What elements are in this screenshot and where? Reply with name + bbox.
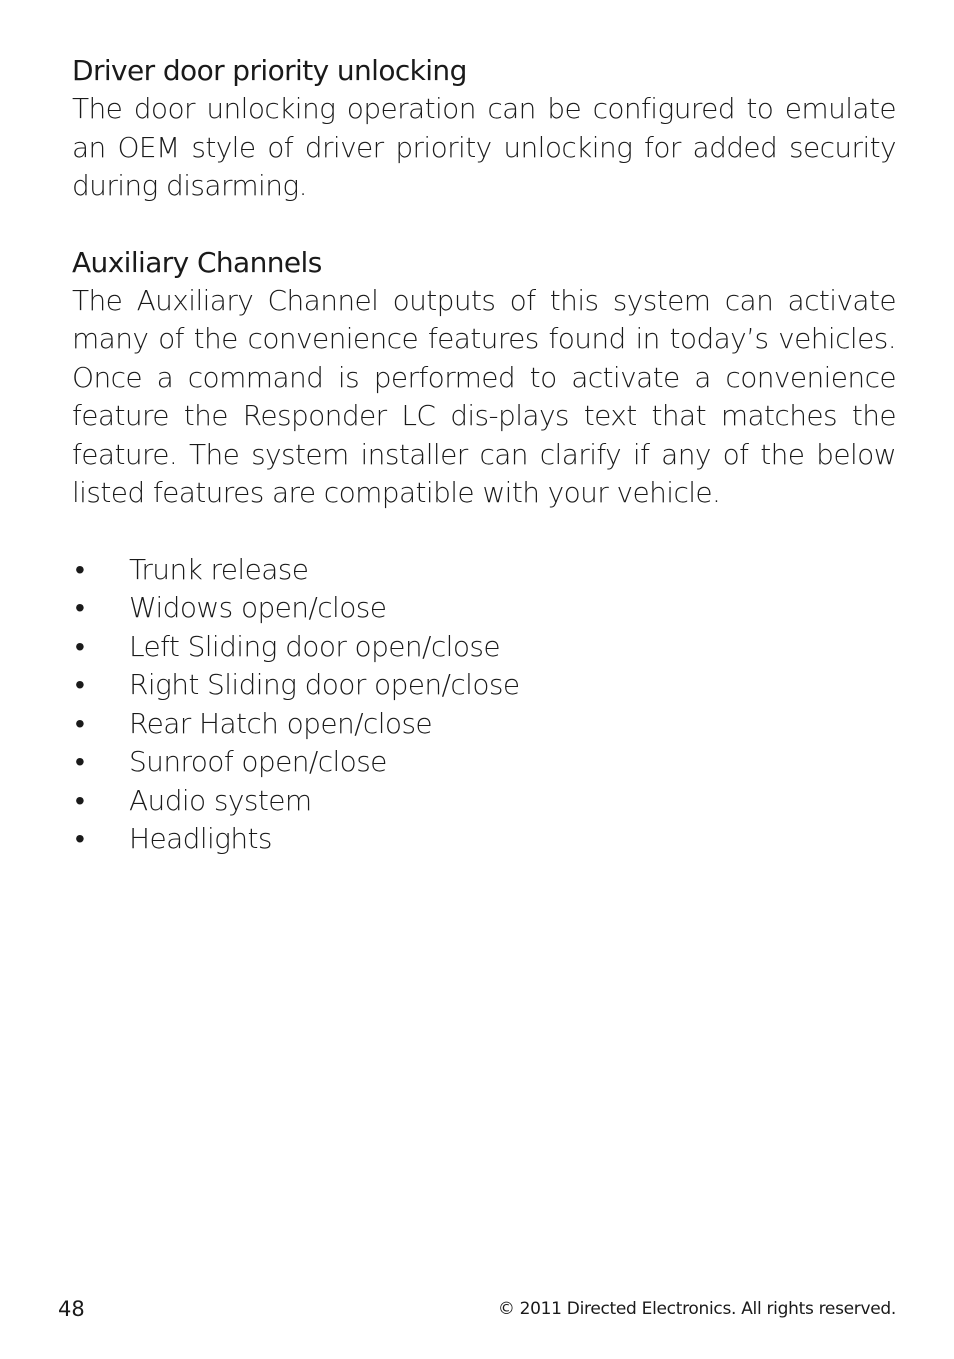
- section-heading: Driver door priority unlocking: [72, 54, 467, 87]
- bullet-icon: •: [75, 552, 85, 586]
- list-item: [72, 782, 896, 821]
- bullet-icon: •: [75, 629, 85, 663]
- section-auxiliary-channels: [72, 244, 896, 513]
- list-item: [72, 705, 896, 744]
- list-item-label: Sunroof open/close: [129, 745, 387, 778]
- list-item: [72, 628, 896, 667]
- list-item-label: Headlights: [129, 822, 272, 855]
- bullet-icon: •: [75, 706, 85, 740]
- list-item-label: Widows open/close: [129, 591, 387, 624]
- page-number: 48: [58, 1297, 85, 1321]
- list-item-label: Left Sliding door open/close: [129, 629, 500, 663]
- bullet-icon: •: [75, 591, 85, 624]
- list-item-label: Trunk release: [129, 552, 309, 586]
- manual-page: [72, 52, 896, 859]
- section-body: The Auxiliary Channel outputs of this system can activate many of the convenience features found in today’s vehicles. Once a command is performed to activate a convenience feature the Responder LC dis-plays text that matches the feature. The system installer can clarify if any of the below listed features are compatible with your vehicle.: [72, 283, 896, 509]
- page-footer: [58, 1294, 896, 1324]
- list-item: [72, 743, 896, 782]
- list-item: [72, 666, 896, 705]
- copyright-notice: © 2011 Directed Electronics. All rights reserved.: [497, 1299, 896, 1319]
- list-item-label: Audio system: [129, 783, 312, 817]
- list-item-label: Right Sliding door open/close: [129, 668, 520, 701]
- bullet-icon: •: [75, 668, 85, 701]
- bullet-icon: •: [75, 783, 85, 817]
- list-item: [72, 589, 896, 628]
- bullet-icon: •: [75, 822, 85, 855]
- section-driver-door-priority: [72, 52, 896, 206]
- list-item-label: Rear Hatch open/close: [129, 706, 433, 740]
- bullet-icon: •: [75, 745, 85, 778]
- section-heading: Auxiliary Channels: [72, 245, 322, 279]
- section-body: The door unlocking operation can be configured to emulate an OEM style of driver priority unlocking for added security during disarming.: [72, 92, 896, 202]
- list-item: [72, 551, 896, 590]
- feature-list: [72, 551, 896, 859]
- list-item: [72, 820, 896, 859]
